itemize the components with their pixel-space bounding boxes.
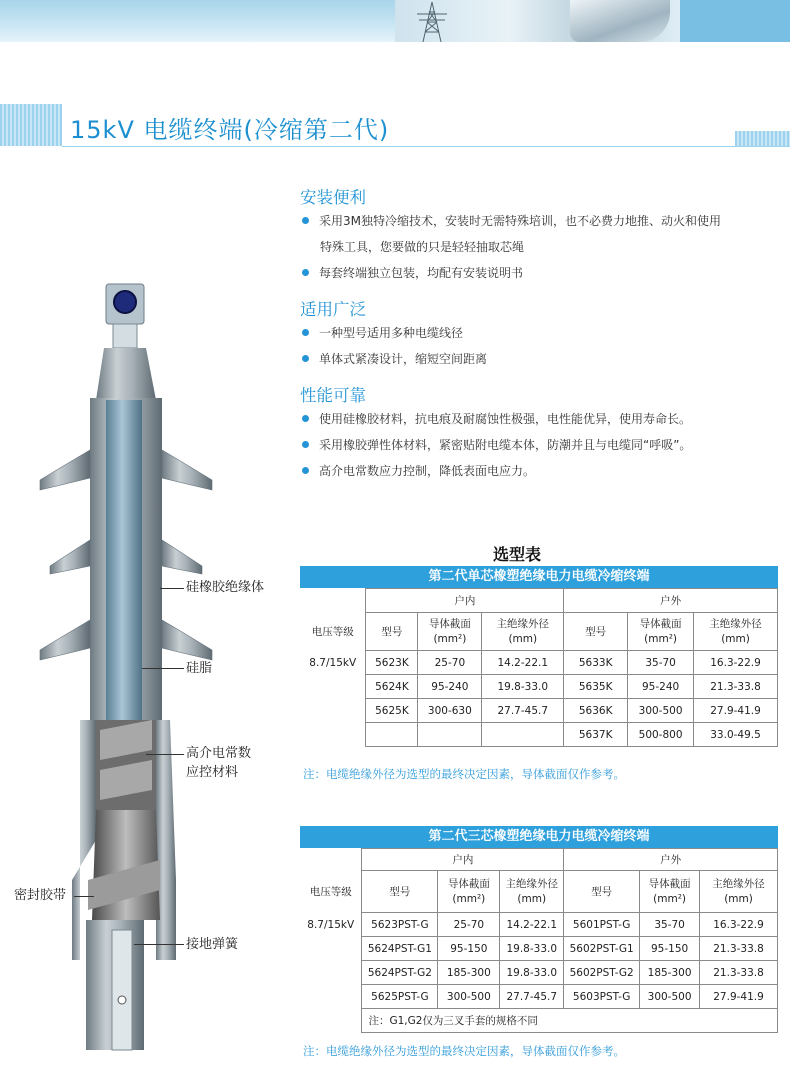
table-cell	[482, 723, 564, 747]
title-stripes-right	[735, 131, 790, 146]
table-cell: 27.7-45.7	[482, 699, 564, 723]
header-diameter: 主绝缘外径 (mm)	[500, 871, 564, 913]
table-cell: 95-240	[628, 675, 694, 699]
bullet-continuation: 特殊工具，您要做的只是轻轻抽取芯绳	[320, 240, 525, 254]
table-cell: 19.8-33.0	[500, 961, 564, 985]
table-cell: 5625K	[366, 699, 418, 723]
table-cell: 5637K	[564, 723, 628, 747]
bullet-item: 使用硅橡胶材料，抗电痕及耐腐蚀性极强，电性能优异，使用寿命长。	[302, 410, 691, 427]
header-section: 导体截面 (mm²)	[640, 871, 700, 913]
title-stripes-left	[0, 104, 62, 146]
header-outdoor: 户外	[564, 589, 778, 613]
table-cell: 19.8-33.0	[500, 937, 564, 961]
bullet-dot-icon	[302, 329, 309, 336]
heading-wide-application: 适用广泛	[300, 300, 366, 319]
table-cell: 5602PST-G2	[564, 961, 640, 985]
table-cell: 25-70	[438, 913, 500, 937]
table-cell: 33.0-49.5	[694, 723, 778, 747]
table-cell: 19.8-33.0	[482, 675, 564, 699]
cable-termination-image	[0, 280, 300, 1060]
table-cell: 35-70	[640, 913, 700, 937]
table2-inner-note: 注：G1,G2仅为三叉手套的规格不同	[362, 1009, 778, 1033]
table-cell: 27.9-41.9	[700, 985, 778, 1009]
voltage-cell: 8.7/15kV	[307, 918, 355, 931]
bullet-dot-icon	[302, 441, 309, 448]
bullet-dot-icon	[302, 415, 309, 422]
header-model: 型号	[362, 871, 438, 913]
header-diameter: 主绝缘外径 (mm)	[700, 871, 778, 913]
table-cell: 300-500	[628, 699, 694, 723]
power-tower-icon	[415, 2, 449, 42]
table1-title: 第二代单芯橡塑绝缘电力电缆冷缩终端	[300, 566, 778, 588]
table-cell: 500-800	[628, 723, 694, 747]
table-cell: 16.3-22.9	[694, 651, 778, 675]
callout-stress-control-line1: 高介电常数	[186, 746, 252, 761]
voltage-cell: 8.7/15kV	[309, 656, 357, 669]
header-outdoor: 户外	[564, 849, 778, 871]
table-cell	[366, 723, 418, 747]
table-cell: 5601PST-G	[564, 913, 640, 937]
table1	[300, 588, 778, 747]
table-cell: 27.9-41.9	[694, 699, 778, 723]
bullet-item: 每套终端独立包装，均配有安装说明书	[302, 264, 523, 281]
table-cell: 185-300	[640, 961, 700, 985]
table2-title: 第二代三芯橡塑绝缘电力电缆冷缩终端	[300, 826, 778, 848]
header-model: 型号	[366, 613, 418, 651]
callout-leader	[160, 588, 184, 589]
table-cell: 5635K	[564, 675, 628, 699]
table-cell: 95-240	[418, 675, 482, 699]
table-cell: 27.7-45.7	[500, 985, 564, 1009]
table1-note: 注：电缆绝缘外径为选型的最终决定因素，导体截面仅作参考。	[303, 767, 625, 781]
table-row	[300, 985, 778, 1009]
callout-silicone-grease: 硅脂	[186, 661, 213, 676]
bullet-item: 采用橡胶弹性体材料，紧密贴附电缆本体，防潮并且与电缆同“呼吸”。	[302, 436, 691, 453]
table-row	[300, 723, 778, 747]
bullet-item: 单体式紧凑设计，缩短空间距离	[302, 350, 487, 367]
table-cell: 5624K	[366, 675, 418, 699]
header-section: 导体截面 (mm²)	[418, 613, 482, 651]
table-cell: 16.3-22.9	[700, 913, 778, 937]
table-cell: 5633K	[564, 651, 628, 675]
header-model: 型号	[564, 613, 628, 651]
title-underline	[62, 146, 790, 147]
bullet-dot-icon	[302, 217, 309, 224]
table-cell: 95-150	[640, 937, 700, 961]
table-row	[300, 675, 778, 699]
heading-reliable-performance: 性能可靠	[300, 386, 366, 405]
table-cell: 14.2-22.1	[482, 651, 564, 675]
header-indoor: 户内	[362, 849, 564, 871]
table-cell: 5624PST-G1	[362, 937, 438, 961]
header-model: 型号	[564, 871, 640, 913]
table-cell: 21.3-33.8	[700, 961, 778, 985]
table-cell: 21.3-33.8	[694, 675, 778, 699]
callout-leader	[74, 896, 94, 897]
table-cell: 300-500	[640, 985, 700, 1009]
bullet-item: 一种型号适用多种电缆线径	[302, 324, 463, 341]
banner-photo	[395, 0, 680, 42]
table-cell: 5623PST-G	[362, 913, 438, 937]
table2-note: 注：电缆绝缘外径为选型的最终决定因素，导体截面仅作参考。	[303, 1044, 625, 1058]
table-cell	[418, 723, 482, 747]
table2	[300, 848, 778, 1033]
header-indoor: 户内	[366, 589, 564, 613]
table-cell: 25-70	[418, 651, 482, 675]
callout-silicone-insulator: 硅橡胶绝缘体	[186, 580, 265, 595]
callout-leader	[142, 668, 184, 669]
table-cell: 35-70	[628, 651, 694, 675]
bullet-dot-icon	[302, 467, 309, 474]
table-cell: 5636K	[564, 699, 628, 723]
table-cell: 14.2-22.1	[500, 913, 564, 937]
table-row	[300, 699, 778, 723]
header-voltage: 电压等级	[309, 886, 352, 898]
table-row	[300, 961, 778, 985]
banner-accent	[680, 0, 790, 42]
table-cell: 5625PST-G	[362, 985, 438, 1009]
header-diameter: 主绝缘外径 (mm)	[694, 613, 778, 651]
table-cell: 5602PST-G1	[564, 937, 640, 961]
heading-easy-install: 安装便利	[300, 188, 366, 207]
selection-table-title: 选型表	[493, 545, 542, 564]
callout-leader	[134, 944, 184, 945]
table-cell: 185-300	[438, 961, 500, 985]
page-title: 15kV 电缆终端(冷缩第二代)	[70, 116, 390, 144]
table-row	[300, 913, 778, 937]
header-diameter: 主绝缘外径 (mm)	[482, 613, 564, 651]
bullet-item: 采用3M独特冷缩技术，安装时无需特殊培训，也不必费力地推、动火和使用	[302, 212, 721, 229]
table-row	[300, 937, 778, 961]
table-cell: 21.3-33.8	[700, 937, 778, 961]
header-section: 导体截面 (mm²)	[628, 613, 694, 651]
table-row	[300, 651, 778, 675]
table-cell: 5603PST-G	[564, 985, 640, 1009]
table-cell: 5624PST-G2	[362, 961, 438, 985]
callout-leader	[146, 754, 184, 755]
banner-vehicle-image	[570, 0, 670, 42]
table-cell: 300-500	[438, 985, 500, 1009]
bullet-dot-icon	[302, 269, 309, 276]
bullet-item: 高介电常数应力控制，降低表面电应力。	[302, 462, 535, 479]
table-cell: 95-150	[438, 937, 500, 961]
callout-sealing-tape: 密封胶带	[14, 888, 67, 903]
callout-stress-control-line2: 应控材料	[186, 765, 239, 780]
table-cell: 5623K	[366, 651, 418, 675]
header-section: 导体截面 (mm²)	[438, 871, 500, 913]
callout-ground-spring: 接地弹簧	[186, 937, 239, 952]
header-voltage: 电压等级	[311, 626, 354, 638]
bullet-dot-icon	[302, 355, 309, 362]
table-cell: 300-630	[418, 699, 482, 723]
